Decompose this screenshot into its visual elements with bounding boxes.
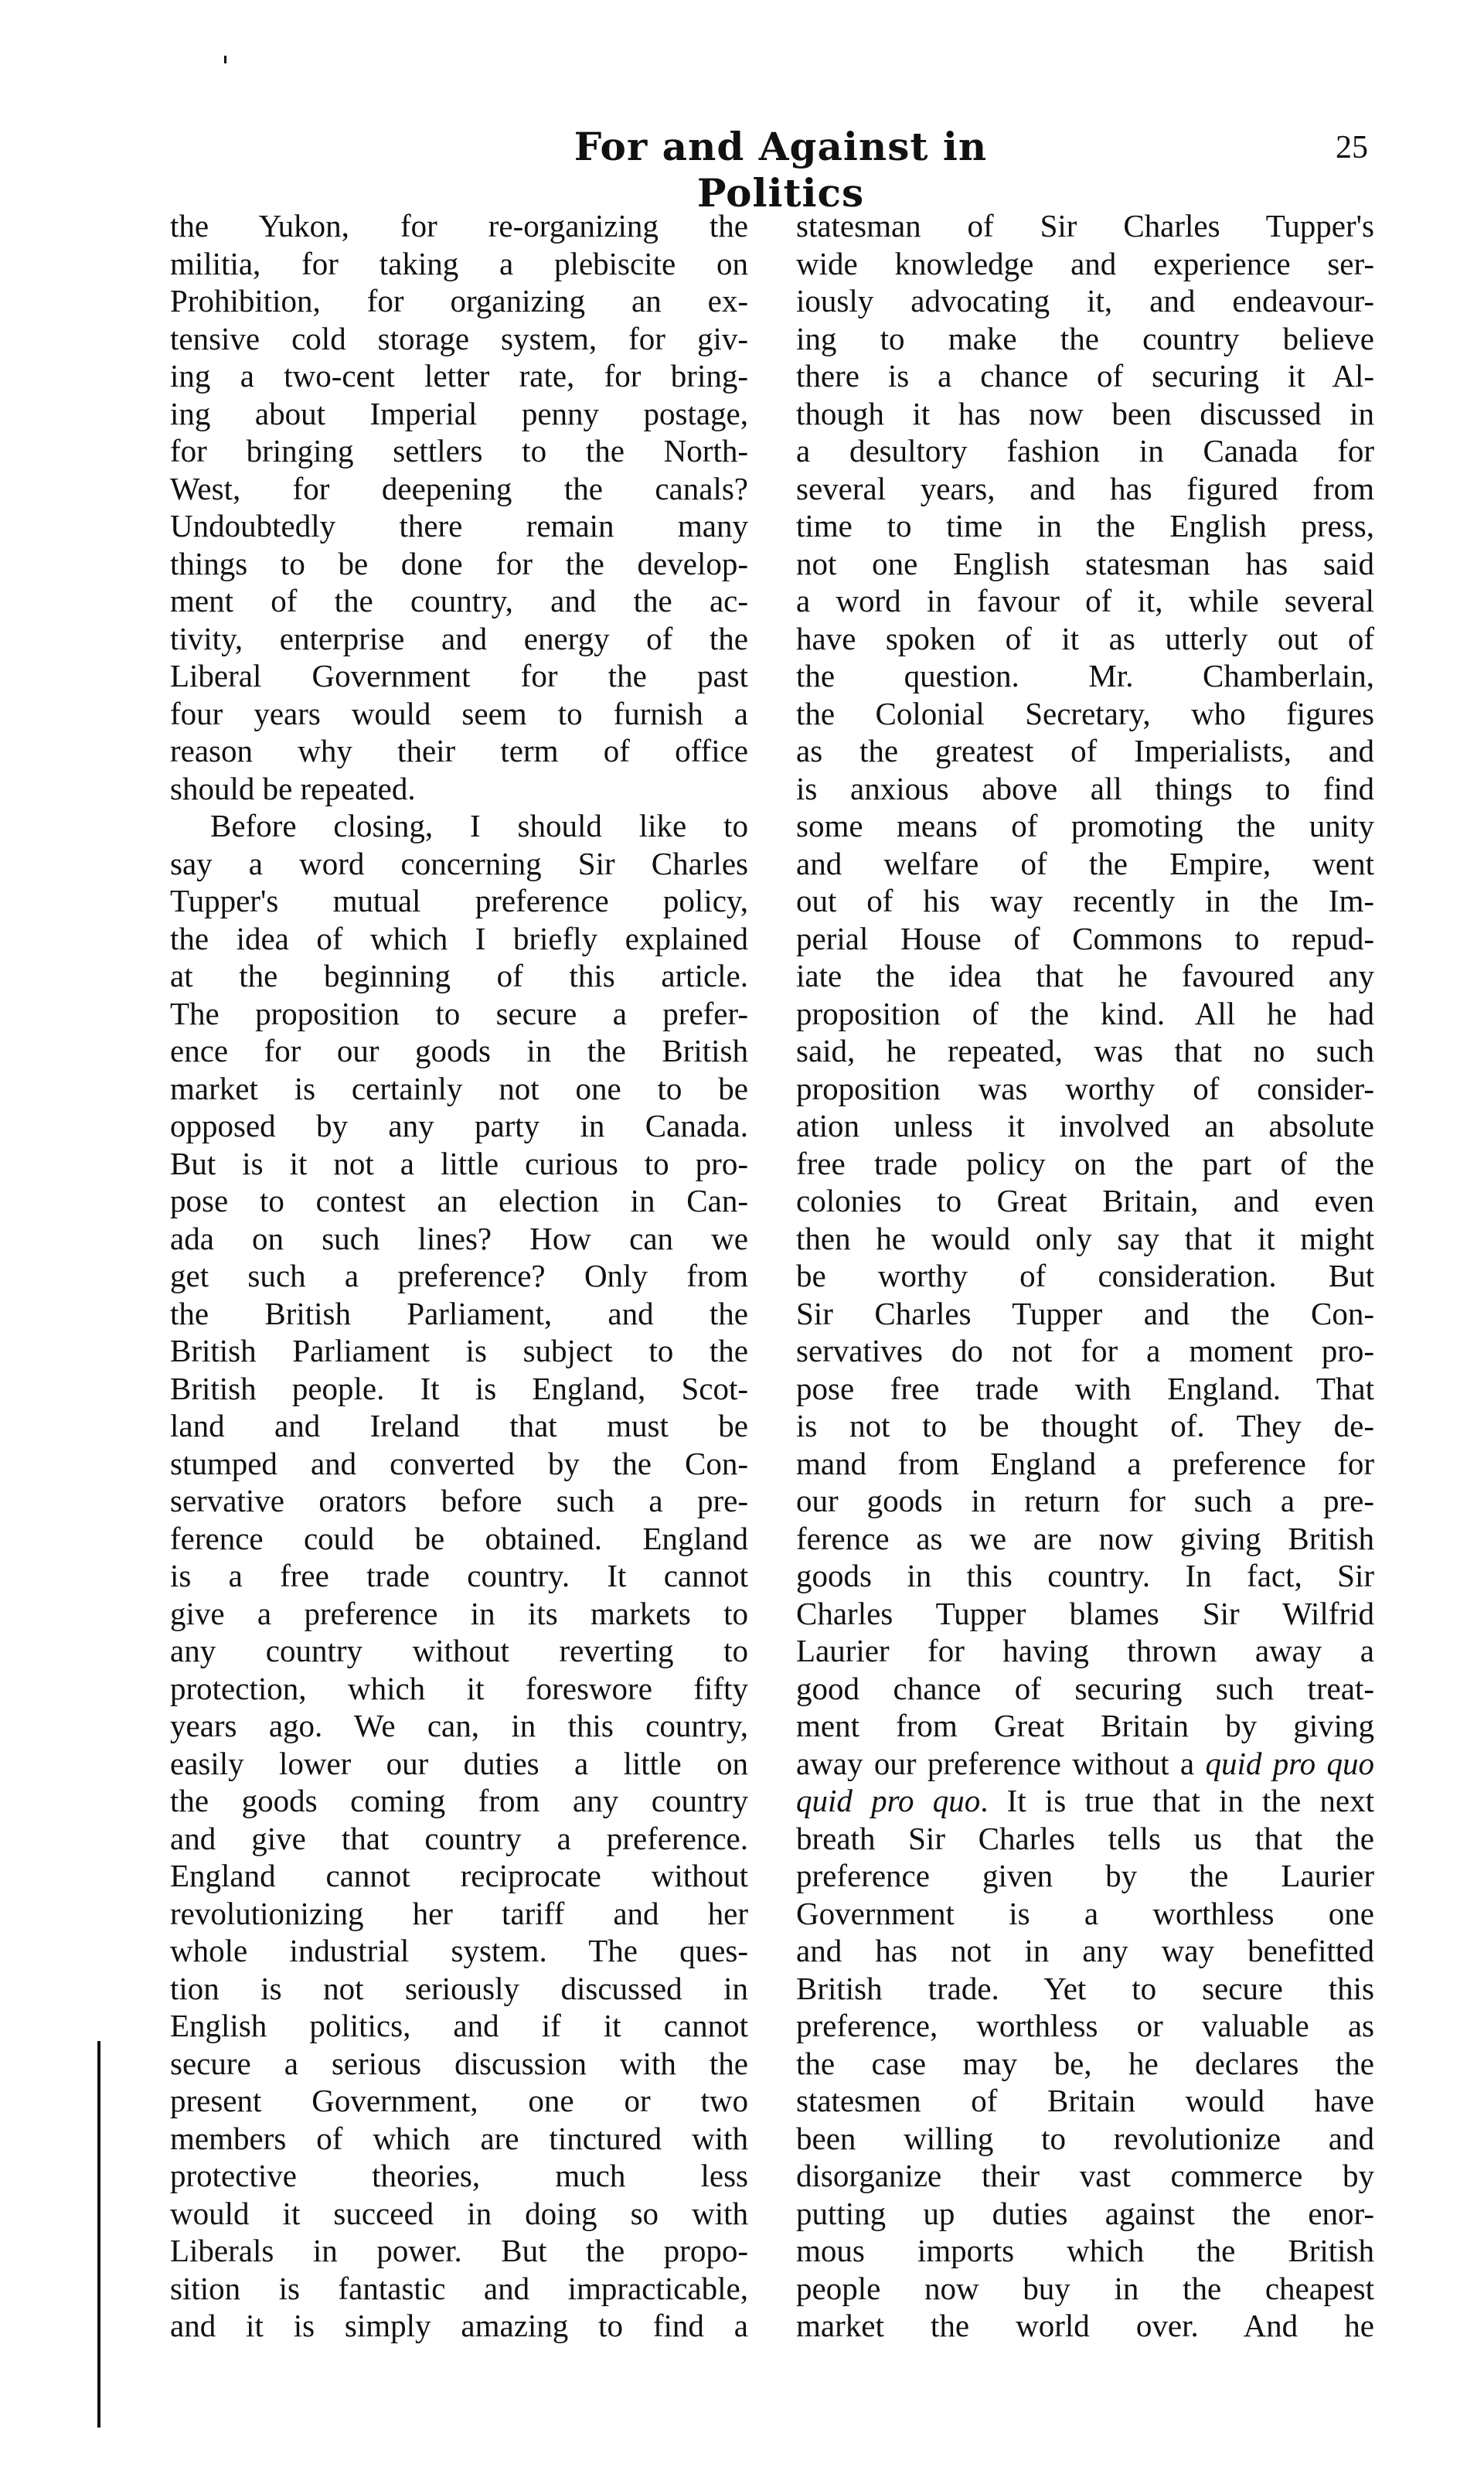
text-line: years ago. We can, in this country, (170, 1708, 748, 1743)
text-line: the case may be, he declares the (796, 2045, 1374, 2081)
text-line: four years would seem to furnish a (170, 695, 748, 731)
text-line: England cannot reciprocate without (170, 1858, 748, 1893)
text-line: goods in this country. In fact, Sir (796, 1558, 1374, 1593)
text-line: is not to be thought of. They de- (796, 1408, 1374, 1443)
text-line: proposition of the kind. All he had (796, 995, 1374, 1031)
text-line: servative orators before such a pre- (170, 1483, 748, 1518)
text-line: is anxious above all things to find (796, 770, 1374, 806)
text-line: protective theories, much less (170, 2158, 748, 2193)
paragraph-end-line: should be repeated. (170, 770, 416, 806)
text-line: The proposition to secure a prefer- (170, 995, 748, 1031)
text-line: the goods coming from any country (170, 1783, 748, 1818)
text-line: ing a two-cent letter rate, for bring- (170, 358, 748, 394)
margin-tick-mark (224, 56, 226, 63)
text-line: out of his way recently in the Im- (796, 883, 1374, 918)
text-line: ment of the country, and the ac- (170, 583, 748, 618)
text-line: and it is simply amazing to find a (170, 2308, 748, 2343)
text-line: though it has now been discussed in (796, 395, 1374, 431)
text-line: and welfare of the Empire, went (796, 845, 1374, 881)
text-line: stumped and converted by the Con- (170, 1445, 748, 1481)
text-line: Government is a worthless one (796, 1895, 1374, 1931)
text-line: pose free trade with England. That (796, 1370, 1374, 1406)
text-line: been willing to revolutionize and (796, 2120, 1374, 2156)
text-line: British trade. Yet to secure this (796, 1970, 1374, 2006)
text-line: ference as we are now giving British (796, 1520, 1374, 1556)
text-line-with-italic (796, 1745, 1374, 1783)
text-line: time to time in the English press, (796, 508, 1374, 543)
text-line: at the beginning of this article. (170, 958, 748, 993)
text-line: reason why their term of office (170, 733, 748, 768)
page-number: 25 (1336, 130, 1368, 165)
text-line: a desultory fashion in Canada for (796, 433, 1374, 469)
running-header (0, 124, 1484, 216)
text-line: preference, worthless or valuable as (796, 2008, 1374, 2043)
text-line: be worthy of consideration. But (796, 1258, 1374, 1293)
text-line: protection, which it foreswore fifty (170, 1670, 748, 1706)
text-line: revolutionizing her tariff and her (170, 1895, 748, 1931)
text-line: mous imports which the British (796, 2233, 1374, 2268)
text-line: ence for our goods in the British (170, 1033, 748, 1068)
text-line: Laurier for having thrown away a (796, 1633, 1374, 1668)
text-line: ation unless it involved an absolute (796, 1108, 1374, 1143)
text-line: British Parliament is subject to the (170, 1333, 748, 1368)
text-line: and has not in any way benefitted (796, 1933, 1374, 1968)
text-line: several years, and has figured from (796, 470, 1374, 506)
text-fragment: away our preference without a (796, 1745, 1206, 1781)
text-line: pose to contest an election in Can- (170, 1183, 748, 1218)
text-line: a word in favour of it, while several (796, 583, 1374, 618)
text-line: tensive cold storage system, for giv- (170, 320, 748, 356)
text-line: Liberals in power. But the propo- (170, 2233, 748, 2268)
text-line: the Colonial Secretary, who figures (796, 695, 1374, 731)
right-column (796, 207, 1374, 2345)
text-line: people now buy in the cheapest (796, 2270, 1374, 2306)
text-line: Prohibition, for organizing an ex- (170, 283, 748, 319)
text-line: servatives do not for a moment pro- (796, 1333, 1374, 1368)
italic-phrase: quid pro quo (796, 1783, 981, 1818)
text-line: English politics, and if it cannot (170, 2008, 748, 2043)
text-line: perial House of Commons to repud- (796, 920, 1374, 956)
text-line: ing to make the country believe (796, 320, 1374, 356)
paragraph-start-line: Before closing, I should like to (210, 808, 748, 843)
text-line: whole industrial system. The ques- (170, 1933, 748, 1968)
text-line: would it succeed in doing so with (170, 2195, 748, 2231)
text-line: our goods in return for such a pre- (796, 1483, 1374, 1518)
text-line: militia, for taking a plebiscite on (170, 245, 748, 281)
text-fragment: . It is true that in the next (980, 1783, 1374, 1818)
text-line: then he would only say that it might (796, 1220, 1374, 1256)
text-line: members of which are tinctured with (170, 2120, 748, 2156)
text-line: ment from Great Britain by giving (796, 1708, 1374, 1743)
margin-rule (97, 2041, 100, 2428)
text-line: secure a serious discussion with the (170, 2045, 748, 2081)
text-line: Charles Tupper blames Sir Wilfrid (796, 1595, 1374, 1631)
text-line-with-italic (796, 1782, 1374, 1820)
italic-phrase: quid pro quo (1205, 1745, 1374, 1781)
text-line: British people. It is England, Scot- (170, 1370, 748, 1406)
text-line: statesmen of Britain would have (796, 2083, 1374, 2118)
text-line: some means of promoting the unity (796, 808, 1374, 843)
text-line: proposition was worthy of consider- (796, 1070, 1374, 1106)
text-line: get such a preference? Only from (170, 1258, 748, 1293)
text-line: West, for deepening the canals? (170, 470, 748, 506)
text-line: colonies to Great Britain, and even (796, 1183, 1374, 1218)
text-line: ada on such lines? How can we (170, 1220, 748, 1256)
left-column (170, 207, 748, 2345)
text-line: iously advocating it, and endeavour- (796, 283, 1374, 319)
text-line: opposed by any party in Canada. (170, 1108, 748, 1143)
text-line: market the world over. And he (796, 2308, 1374, 2343)
text-line: Undoubtedly there remain many (170, 508, 748, 543)
text-line: tion is not seriously discussed in (170, 1970, 748, 2006)
text-line: and give that country a preference. (170, 1820, 748, 1856)
text-line: Tupper's mutual preference policy, (170, 883, 748, 918)
running-title: For and Against in Politics (574, 124, 988, 216)
text-line: iate the idea that he favoured any (796, 958, 1374, 993)
text-line: any country without reverting to (170, 1633, 748, 1668)
text-line: Sir Charles Tupper and the Con- (796, 1295, 1374, 1331)
text-line: the British Parliament, and the (170, 1295, 748, 1331)
text-line: the Yukon, for re-organizing the (170, 208, 748, 244)
text-line: disorganize their vast commerce by (796, 2158, 1374, 2193)
text-line: land and Ireland that must be (170, 1408, 748, 1443)
text-line: is a free trade country. It cannot (170, 1558, 748, 1593)
text-line: not one English statesman has said (796, 545, 1374, 581)
text-line: have spoken of it as utterly out of (796, 620, 1374, 656)
text-line: good chance of securing such treat- (796, 1670, 1374, 1706)
text-line: mand from England a preference for (796, 1445, 1374, 1481)
text-line: as the greatest of Imperialists, and (796, 733, 1374, 768)
text-line: preference given by the Laurier (796, 1858, 1374, 1893)
text-line: say a word concerning Sir Charles (170, 845, 748, 881)
text-line: But is it not a little curious to pro- (170, 1145, 748, 1181)
text-line: market is certainly not one to be (170, 1070, 748, 1106)
text-line: wide knowledge and experience ser- (796, 245, 1374, 281)
text-line: putting up duties against the enor- (796, 2195, 1374, 2231)
text-line: said, he repeated, was that no such (796, 1033, 1374, 1068)
text-line: statesman of Sir Charles Tupper's (796, 208, 1374, 244)
text-line: sition is fantastic and impracticable, (170, 2270, 748, 2306)
text-line: tivity, enterprise and energy of the (170, 620, 748, 656)
text-line: present Government, one or two (170, 2083, 748, 2118)
text-line: for bringing settlers to the North- (170, 433, 748, 469)
text-line: ing about Imperial penny postage, (170, 395, 748, 431)
text-line: the idea of which I briefly explained (170, 920, 748, 956)
text-line: things to be done for the develop- (170, 545, 748, 581)
text-line: ference could be obtained. England (170, 1520, 748, 1556)
text-line: Liberal Government for the past (170, 658, 748, 693)
text-line: breath Sir Charles tells us that the (796, 1820, 1374, 1856)
text-line: easily lower our duties a little on (170, 1745, 748, 1781)
text-line: free trade policy on the part of the (796, 1145, 1374, 1181)
text-line: the question. Mr. Chamberlain, (796, 658, 1374, 693)
text-line: there is a chance of securing it Al- (796, 358, 1374, 394)
text-line: give a preference in its markets to (170, 1595, 748, 1631)
